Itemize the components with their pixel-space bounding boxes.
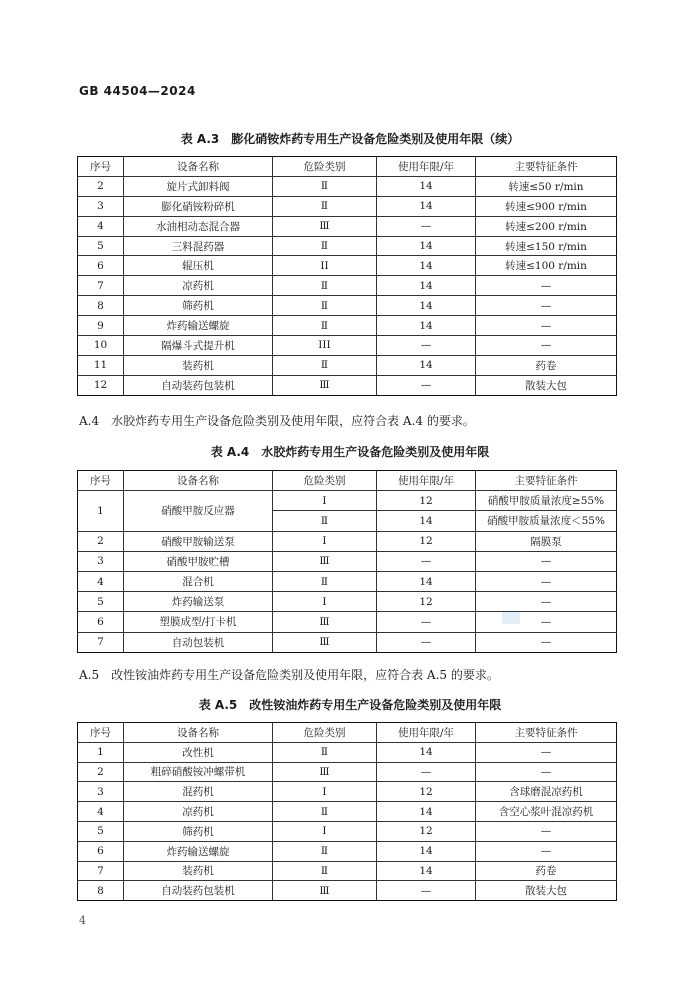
cell-category: Ⅲ (273, 216, 377, 236)
cell-no: 2 (78, 762, 124, 782)
cell-category: Ⅰ (273, 531, 377, 551)
cell-condition: — (476, 762, 617, 782)
cell-category: Ⅲ (273, 632, 377, 652)
table-row (78, 256, 617, 276)
cell-years: 14 (377, 742, 476, 762)
cell-category: Ⅱ (273, 802, 377, 822)
cell-years: 14 (377, 276, 476, 296)
table-header-row (78, 471, 617, 491)
table-row (78, 632, 617, 652)
cell-years: 14 (377, 176, 476, 196)
cell-years: 14 (377, 236, 476, 256)
paragraph-a4: A.4 水胶炸药专用生产设备危险类别及使用年限，应符合表 A.4 的要求。 (79, 414, 475, 428)
cell-condition: — (476, 592, 617, 612)
cell-category: Ⅲ (273, 375, 377, 395)
cell-category: III (273, 336, 377, 356)
cell-years: 14 (377, 802, 476, 822)
table-row (78, 491, 617, 511)
cell-no: 3 (78, 551, 124, 571)
cell-condition: 含空心浆叶混凉药机 (476, 802, 617, 822)
cell-condition: 隔膜泵 (476, 531, 617, 551)
cell-category: Ⅰ (273, 491, 377, 511)
cell-name: 自动包装机 (124, 632, 273, 652)
table-row (78, 316, 617, 336)
cell-category: I (273, 592, 377, 612)
header-condition: 主要特征条件 (476, 723, 617, 743)
cell-name: 塑膜成型/打卡机 (124, 612, 273, 632)
cell-name: 炸药输送螺旋 (124, 841, 273, 861)
cell-category: Ⅲ (273, 551, 377, 571)
cell-condition: 转速≤100 r/min (476, 256, 617, 276)
cell-condition: 转速≤150 r/min (476, 236, 617, 256)
cell-no: 7 (78, 276, 124, 296)
cell-category: Ⅱ (273, 841, 377, 861)
cell-name: 装药机 (124, 355, 273, 375)
cell-years: — (377, 336, 476, 356)
cell-no: 5 (78, 236, 124, 256)
page-number: 4 (79, 914, 86, 927)
table-header-row (78, 723, 617, 743)
cell-condition: — (476, 316, 617, 336)
cell-category: Ⅱ (273, 571, 377, 591)
cell-category: Ⅰ (273, 782, 377, 802)
table-row (78, 176, 617, 196)
cell-no: 1 (78, 491, 124, 531)
cell-category: Ⅱ (273, 355, 377, 375)
cell-condition: — (476, 612, 617, 632)
cell-no: 7 (78, 632, 124, 652)
table-row (78, 375, 617, 395)
table-row (78, 762, 617, 782)
table-row (78, 236, 617, 256)
cell-name: 改性机 (124, 742, 273, 762)
cell-condition: 散装大包 (476, 375, 617, 395)
cell-years: 14 (377, 511, 476, 531)
header-name: 设备名称 (124, 157, 273, 177)
header-name: 设备名称 (124, 471, 273, 491)
cell-category: II (273, 256, 377, 276)
cell-name: 隔爆斗式提升机 (124, 336, 273, 356)
cell-years: 14 (377, 355, 476, 375)
table-row (78, 841, 617, 861)
cell-name: 自动装药包装机 (124, 375, 273, 395)
header-condition: 主要特征条件 (476, 471, 617, 491)
cell-no: 1 (78, 742, 124, 762)
table-row (78, 531, 617, 551)
cell-years: 12 (377, 491, 476, 511)
cell-no: 6 (78, 612, 124, 632)
cell-no: 10 (78, 336, 124, 356)
table-row (78, 612, 617, 632)
cell-condition: — (476, 841, 617, 861)
cell-years: — (377, 632, 476, 652)
cell-no: 7 (78, 861, 124, 881)
cell-name: 硝酸甲胺贮槽 (124, 551, 273, 571)
header-no: 序号 (78, 471, 124, 491)
cell-name: 混药机 (124, 782, 273, 802)
header-no: 序号 (78, 723, 124, 743)
cell-years: 12 (377, 782, 476, 802)
cell-condition: 药卷 (476, 861, 617, 881)
cell-name: 筛药机 (124, 296, 273, 316)
cell-condition: 含球磨混凉药机 (476, 782, 617, 802)
table-row (78, 861, 617, 881)
cell-condition: — (476, 821, 617, 841)
cell-condition: 转速≤50 r/min (476, 176, 617, 196)
cell-name: 炸药输送泵 (124, 592, 273, 612)
cell-condition: — (476, 551, 617, 571)
cell-category: Ⅱ (273, 861, 377, 881)
watermark-logo (502, 612, 520, 624)
header-years: 使用年限/年 (377, 157, 476, 177)
cell-name: 旋片式卸料阀 (124, 176, 273, 196)
cell-years: — (377, 375, 476, 395)
cell-category: Ⅱ (273, 276, 377, 296)
cell-name: 三料混药器 (124, 236, 273, 256)
cell-no: 4 (78, 802, 124, 822)
cell-no: 2 (78, 176, 124, 196)
cell-years: — (377, 881, 476, 901)
cell-years: — (377, 216, 476, 236)
cell-no: 8 (78, 881, 124, 901)
cell-category: Ⅲ (273, 881, 377, 901)
cell-condition: 转速≤200 r/min (476, 216, 617, 236)
cell-condition: — (476, 276, 617, 296)
cell-name: 筛药机 (124, 821, 273, 841)
cell-no: 6 (78, 841, 124, 861)
cell-no: 5 (78, 592, 124, 612)
table-row (78, 551, 617, 571)
table-a3 (77, 156, 617, 396)
table-a5-title: 表 A.5 改性铵油炸药专用生产设备危险类别及使用年限 (198, 698, 502, 712)
header-years: 使用年限/年 (377, 723, 476, 743)
cell-condition: — (476, 296, 617, 316)
cell-category: Ⅱ (273, 196, 377, 216)
cell-condition: 散装大包 (476, 881, 617, 901)
table-row (78, 592, 617, 612)
cell-name: 自动装药包装机 (124, 881, 273, 901)
cell-name: 硝酸甲胺反应器 (124, 491, 273, 531)
table-row (78, 881, 617, 901)
cell-name: 装药机 (124, 861, 273, 881)
table-row (78, 216, 617, 236)
cell-condition: — (476, 742, 617, 762)
cell-years: 14 (377, 571, 476, 591)
cell-years: 14 (377, 256, 476, 276)
cell-no: 3 (78, 196, 124, 216)
cell-category: Ⅱ (273, 511, 377, 531)
cell-years: 12 (377, 592, 476, 612)
cell-name: 水油相动态混合器 (124, 216, 273, 236)
cell-condition: 硝酸甲胺质量浓度≥55% (476, 491, 617, 511)
table-a4-title: 表 A.4 水胶炸药专用生产设备危险类别及使用年限 (210, 445, 490, 459)
table-row (78, 782, 617, 802)
header-category: 危险类别 (273, 723, 377, 743)
cell-category: Ⅱ (273, 742, 377, 762)
cell-years: 14 (377, 296, 476, 316)
cell-name: 混合机 (124, 571, 273, 591)
table-row (78, 336, 617, 356)
table-header-row (78, 157, 617, 177)
header-no: 序号 (78, 157, 124, 177)
table-row (78, 821, 617, 841)
cell-condition: 药卷 (476, 355, 617, 375)
cell-category: I (273, 821, 377, 841)
header-category: 危险类别 (273, 157, 377, 177)
cell-no: 3 (78, 782, 124, 802)
cell-no: 4 (78, 216, 124, 236)
cell-no: 11 (78, 355, 124, 375)
cell-category: Ⅱ (273, 296, 377, 316)
cell-years: 14 (377, 841, 476, 861)
cell-years: — (377, 551, 476, 571)
table-a3-title: 表 A.3 膨化硝铵炸药专用生产设备危险类别及使用年限（续） (180, 132, 520, 146)
cell-years: 14 (377, 196, 476, 216)
table-row (78, 196, 617, 216)
cell-condition: 硝酸甲胺质量浓度＜55% (476, 511, 617, 531)
table-row (78, 355, 617, 375)
cell-category: Ⅲ (273, 762, 377, 782)
table-row (78, 296, 617, 316)
cell-no: 2 (78, 531, 124, 551)
cell-name: 凉药机 (124, 802, 273, 822)
cell-condition: — (476, 571, 617, 591)
cell-name: 凉药机 (124, 276, 273, 296)
cell-condition: — (476, 336, 617, 356)
standard-code: GB 44504—2024 (79, 84, 196, 98)
cell-years: 14 (377, 316, 476, 336)
table-row (78, 802, 617, 822)
cell-no: 4 (78, 571, 124, 591)
table-a4 (77, 470, 617, 653)
table-row (78, 742, 617, 762)
cell-no: 8 (78, 296, 124, 316)
cell-years: 12 (377, 531, 476, 551)
table-row (78, 276, 617, 296)
cell-no: 5 (78, 821, 124, 841)
cell-category: Ⅱ (273, 316, 377, 336)
cell-category: Ⅱ (273, 236, 377, 256)
cell-condition: 转速≤900 r/min (476, 196, 617, 216)
cell-no: 9 (78, 316, 124, 336)
cell-years: — (377, 762, 476, 782)
cell-name: 辊压机 (124, 256, 273, 276)
cell-years: 14 (377, 861, 476, 881)
header-name: 设备名称 (124, 723, 273, 743)
cell-years: 12 (377, 821, 476, 841)
header-category: 危险类别 (273, 471, 377, 491)
paragraph-a5: A.5 改性铵油炸药专用生产设备危险类别及使用年限，应符合表 A.5 的要求。 (79, 668, 499, 682)
cell-category: Ⅲ (273, 612, 377, 632)
cell-no: 12 (78, 375, 124, 395)
cell-category: Ⅱ (273, 176, 377, 196)
cell-name: 硝酸甲胺输送泵 (124, 531, 273, 551)
cell-years: — (377, 612, 476, 632)
header-condition: 主要特征条件 (476, 157, 617, 177)
table-a5 (77, 722, 617, 901)
cell-no: 6 (78, 256, 124, 276)
cell-condition: — (476, 632, 617, 652)
cell-name: 膨化硝铵粉碎机 (124, 196, 273, 216)
table-row (78, 571, 617, 591)
cell-name: 炸药输送螺旋 (124, 316, 273, 336)
header-years: 使用年限/年 (377, 471, 476, 491)
cell-name: 粗碎硝酸铵冲螺带机 (124, 762, 273, 782)
